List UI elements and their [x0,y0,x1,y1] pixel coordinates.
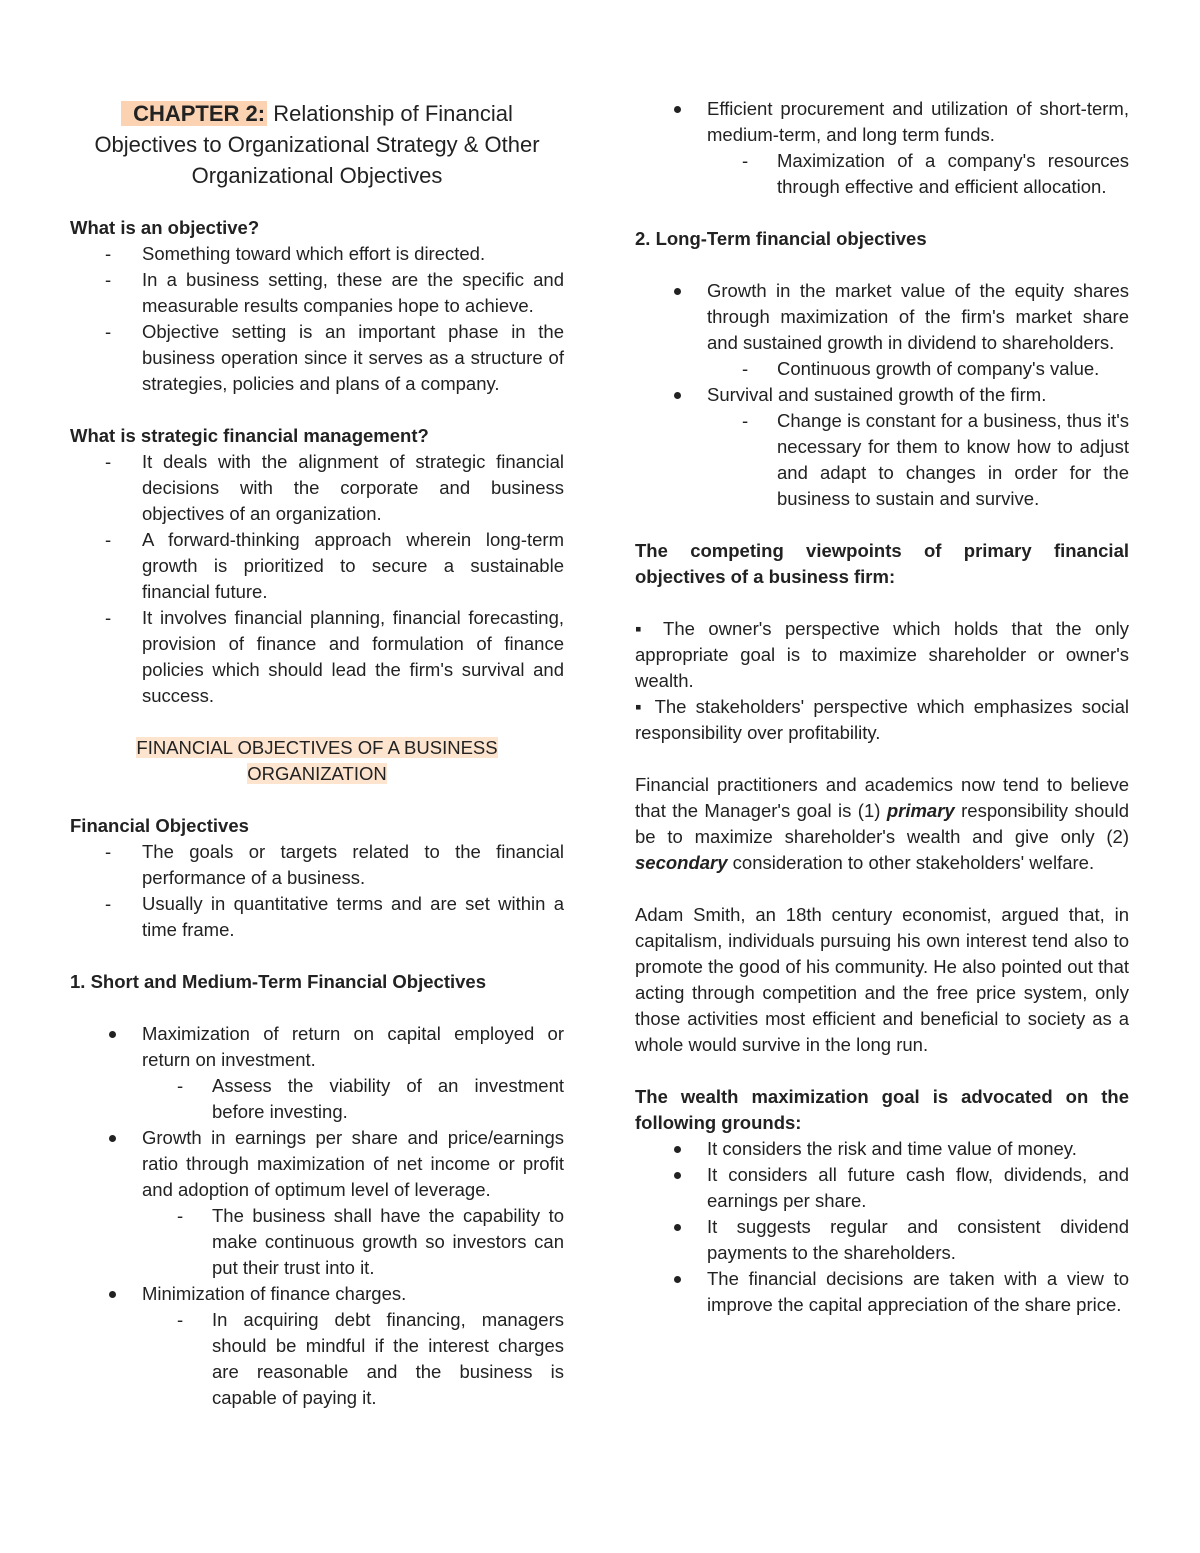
secondary-emphasis: secondary [635,852,728,873]
list-item: Efficient procurement and utilization of short-term, medium-term, and long term funds. - Maximization of a company's resources through effective and efficient allocation. [635,96,1129,200]
list-item: It considers all future cash flow, dividends, and earnings per share. [635,1162,1129,1214]
list-item: - In a business setting, these are the specific and measurable results companies hope to achieve. [70,267,564,319]
long-term-list [635,278,1129,512]
wealth-heading: The wealth maximization goal is advocated on the following grounds: [635,1086,1129,1133]
right-column [635,96,1129,1318]
sub-item: - The business shall have the capability to make continuous growth so investors can put their trust into it. [142,1203,564,1281]
list-item: It considers the risk and time value of money. [635,1136,1129,1162]
list-item: - The goals or targets related to the financial performance of a business. [70,839,564,891]
sub-item: - Change is constant for a business, thus it's necessary for them to know how to adjust and adapt to changes in order for the business to sustain and survive. [707,408,1129,512]
short-term-heading: 1. Short and Medium-Term Financial Objectives [70,971,486,992]
primary-emphasis: primary [886,800,955,821]
chapter-title [70,96,564,191]
list-item: - Usually in quantitative terms and are set within a time frame. [70,891,564,943]
short-term-list-continued [635,96,1129,200]
sub-item: - Continuous growth of company's value. [707,356,1129,382]
list-item: - Objective setting is an important phase in the business operation since it serves as a structure of strategies, policies and plans of a company. [70,319,564,397]
list-item: Growth in earnings per share and price/earnings ratio through maximization of net income or profit and adoption of optimum level of leverage. - The business shall have the capability to make continuous growth so investors can put their trust into it. [70,1125,564,1281]
sfm-list [70,449,564,709]
sub-item: - Assess the viability of an investment before investing. [142,1073,564,1125]
list-item: Minimization of finance charges. - In acquiring debt financing, managers should be mindful if the interest charges are reasonable and the business is capable of paying it. [70,1281,564,1411]
practitioners-paragraph: Financial practitioners and academics now tend to believe that the Manager's goal is (1) primary responsibility should be to maximize shareholder's wealth and give only (2) secondary consideration to other stakeholders' welfare. [635,774,1129,873]
list-item: - It involves financial planning, financial forecasting, provision of finance and formulation of finance policies which should lead the firm's survival and success. [70,605,564,709]
list-item: - Something toward which effort is directed. [70,241,564,267]
financial-objectives-banner: FINANCIAL OBJECTIVES OF A BUSINESS ORGANIZATION [136,737,498,784]
viewpoints-heading: The competing viewpoints of primary financial objectives of a business firm: [635,540,1129,587]
sub-item: - In acquiring debt financing, managers should be mindful if the interest charges are reasonable and the business is capable of paying it. [142,1307,564,1411]
list-item: It suggests regular and consistent dividend payments to the shareholders. [635,1214,1129,1266]
short-term-list [70,1021,564,1411]
left-column [70,96,564,1411]
list-item: Growth in the market value of the equity shares through maximization of the firm's market share and sustained growth in dividend to shareholders. - Continuous growth of company's value. [635,278,1129,382]
financial-objectives-heading: Financial Objectives [70,815,249,836]
sub-item: - Maximization of a company's resources through effective and efficient allocation. [707,148,1129,200]
list-item: - It deals with the alignment of strategic financial decisions with the corporate and business objectives of an organization. [70,449,564,527]
wealth-list [635,1136,1129,1318]
list-item: Survival and sustained growth of the firm. - Change is constant for a business, thus it's necessary for them to know how to adjust and adapt to changes in order for the business to sustain and survive. [635,382,1129,512]
list-item: The financial decisions are taken with a view to improve the capital appreciation of the share price. [635,1266,1129,1318]
financial-objectives-list [70,839,564,943]
chapter-title-text: Relationship of Financial Objectives to Organizational Strategy & Other Organizational Objectives [94,101,540,188]
chapter-label: CHAPTER 2: [121,101,267,126]
objective-heading: What is an objective? [70,217,260,238]
objective-list [70,241,564,397]
stakeholder-perspective: ▪ The stakeholders' perspective which emphasizes social responsibility over profitability. [635,696,1129,743]
owner-perspective: ▪ The owner's perspective which holds that the only appropriate goal is to maximize shareholder or owner's wealth. [635,618,1129,691]
sfm-heading: What is strategic financial management? [70,425,429,446]
adam-smith-paragraph: Adam Smith, an 18th century economist, argued that, in capitalism, individuals pursuing his own interest tend also to promote the good of his community. He also pointed out that acting through competition and the free price system, only those activities most efficient and beneficial to society as a whole would survive in the long run. [635,904,1129,1055]
list-item: - A forward-thinking approach wherein long-term growth is prioritized to secure a sustainable financial future. [70,527,564,605]
list-item: Maximization of return on capital employed or return on investment. - Assess the viability of an investment before investing. [70,1021,564,1125]
long-term-heading: 2. Long-Term financial objectives [635,228,927,249]
